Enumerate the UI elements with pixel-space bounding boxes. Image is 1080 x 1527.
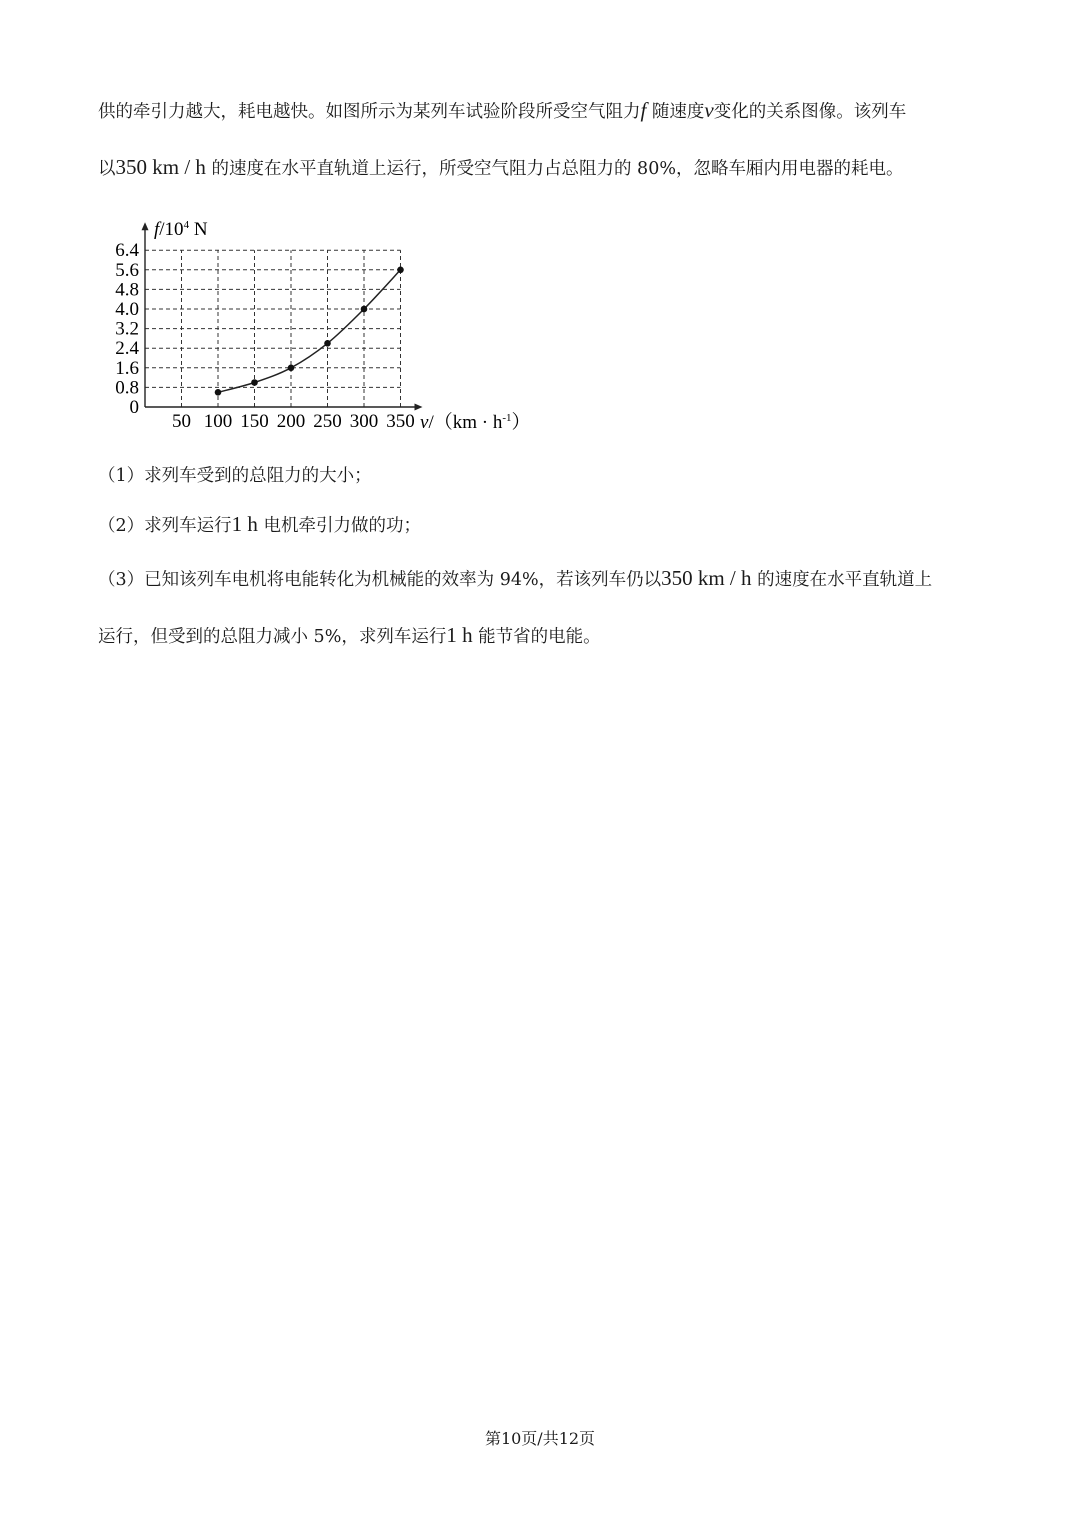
x-axis-arrow [415,404,423,411]
resistance-curve [218,270,401,393]
x-tick-label: 100 [203,411,233,432]
time-value: 1 h [446,623,473,647]
intro-text: 供的牵引力越大，耗电越快。如图所示为某列车试验阶段所受空气阻力 [98,102,641,122]
intro-text: 变化的关系图像。该列车 [713,102,907,122]
chart-curve [218,270,401,393]
chart-points [215,267,404,396]
question-3-line-1 [98,566,932,591]
data-point [288,365,295,372]
y-axis-label: $f/10^4$ N [154,219,208,240]
x-tick-label: 200 [276,411,306,432]
y-tick-label: 1.6 [115,357,139,379]
question-text: （1）求列车受到的总阻力的大小； [98,466,372,486]
var-v: v [704,98,714,122]
y-tick-label: 5.6 [115,259,139,281]
y-tick-labels [115,240,139,418]
question-text: 能节省的电能。 [478,627,601,647]
data-point [324,340,331,347]
chart-grid [145,250,401,407]
question-text: 运行，但受到的总阻力减小 5%，求列车运行 [98,627,447,647]
x-tick-label: 350 [386,411,415,432]
intro-text: 以 [98,159,116,179]
question-text: 的速度在水平直轨道上 [757,570,933,590]
y-tick-label: 3.2 [115,318,139,340]
intro-text: 随速度 [651,102,705,122]
intro-text: 的速度在水平直轨道上运行，所受空气阻力占总阻力的 80%，忽略车厢内用电器的耗电。 [211,159,904,179]
x-axis-label: $v/(km \cdot h^{-1})$ [420,412,531,433]
x-tick-labels [172,411,415,432]
question-text: 电机牵引力做的功； [263,516,421,536]
question-1 [98,462,372,487]
intro-line-1 [98,98,906,123]
y-tick-label: 4.8 [115,279,139,301]
speed-value: 350 km / h [115,155,206,179]
data-point [251,379,258,386]
resistance-speed-chart [100,210,560,440]
y-tick-label: 6.4 [115,240,139,262]
y-tick-label: 0.8 [115,377,139,399]
x-tick-label: 150 [240,411,269,432]
y-axis-arrow [142,222,149,230]
page-footer: 第10页/共12页 [484,1429,596,1448]
question-text: （2）求列车运行 [98,516,232,536]
data-point [361,306,368,313]
x-tick-label: 250 [313,411,342,432]
y-tick-label: 4.0 [115,299,139,320]
time-value: 1 h [231,512,258,536]
data-point [397,267,404,274]
intro-line-2 [98,155,903,180]
question-2 [98,512,421,537]
y-tick-label: 0 [129,397,139,418]
y-tick-label: 2.4 [115,338,139,360]
x-tick-label: 300 [349,411,379,432]
question-text: （3）已知该列车电机将电能转化为机械能的效率为 94%，若该列车仍以 [98,570,662,590]
x-tick-label: 50 [172,411,191,432]
data-point [215,389,222,396]
var-f: f [640,98,647,122]
question-3-line-2 [98,623,601,648]
speed-value: 350 km / h [661,566,752,590]
